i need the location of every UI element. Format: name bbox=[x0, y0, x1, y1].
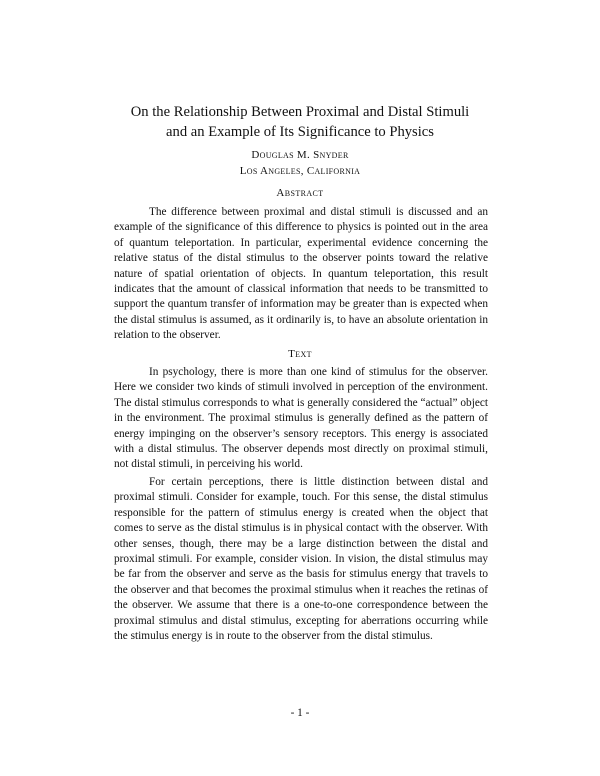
abstract-heading: Abstract bbox=[276, 187, 324, 199]
author-name: Douglas M. Snyder bbox=[251, 149, 349, 161]
title-line-1: On the Relationship Between Proximal and Distal Stimuli bbox=[130, 104, 470, 120]
abstract-text: The difference between proximal and distal stimuli is discussed and an example of the significance of this difference to physics is pointed out in the area of quantum teleportation. In particular, experimental evidence concerning the relative status of the distal stimulus to the observer points toward the relative nature of spatial orientation of objects. In quantum teleportation, this result indicates that the amount of classical information that needs to be transmitted to support the quantum transfer of information may be greater than is expected when the distal stimulus is assumed, as it ordinarily is, to have an absolute orientation in relation to the observer. bbox=[114, 206, 488, 342]
body-paragraph-1: In psychology, there is more than one kind of stimulus for the observer. Here we consider two kinds of stimuli involved in perception of the environment. The distal stimulus corresponds to what is generally considered the “actual” object in the environment. The proximal stimulus is generally defined as the pattern of energy impinging on the observer’s sensory receptors. This energy is associated with a distal stimulus. The observer depends most directly on proximal stimuli, not distal stimuli, in perceiving his world. bbox=[114, 366, 488, 471]
title-line-2: and an Example of Its Significance to Physics bbox=[166, 124, 434, 140]
body-paragraph-2: For certain perceptions, there is little distinction between distal and proximal stimuli. Consider for example, touch. For this sense, the distal stimulus responsible for the pattern of stimulus energy is created when the object that comes to serve as the distal stimulus is in physical contact with the observer. With other senses, though, there may be a large distinction between the distal and proximal stimuli. For example, consider vision. In vision, the distal stimulus may be far from the observer and serve as the basis for stimulus energy that travels to the observer and that becomes the proximal stimulus when it reaches the retinas of the observer. We assume that there is a one-to-one correspondence between the proximal stimulus and distal stimulus, excepting for aberrations occurring while the stimulus energy is in route to the observer from the distal stimulus. bbox=[114, 476, 488, 643]
page-number: - 1 - bbox=[290, 707, 310, 719]
author-location: Los Angeles, California bbox=[239, 165, 361, 177]
author-block bbox=[0, 147, 600, 179]
paper-title bbox=[0, 102, 600, 142]
text-heading: Text bbox=[288, 348, 312, 360]
